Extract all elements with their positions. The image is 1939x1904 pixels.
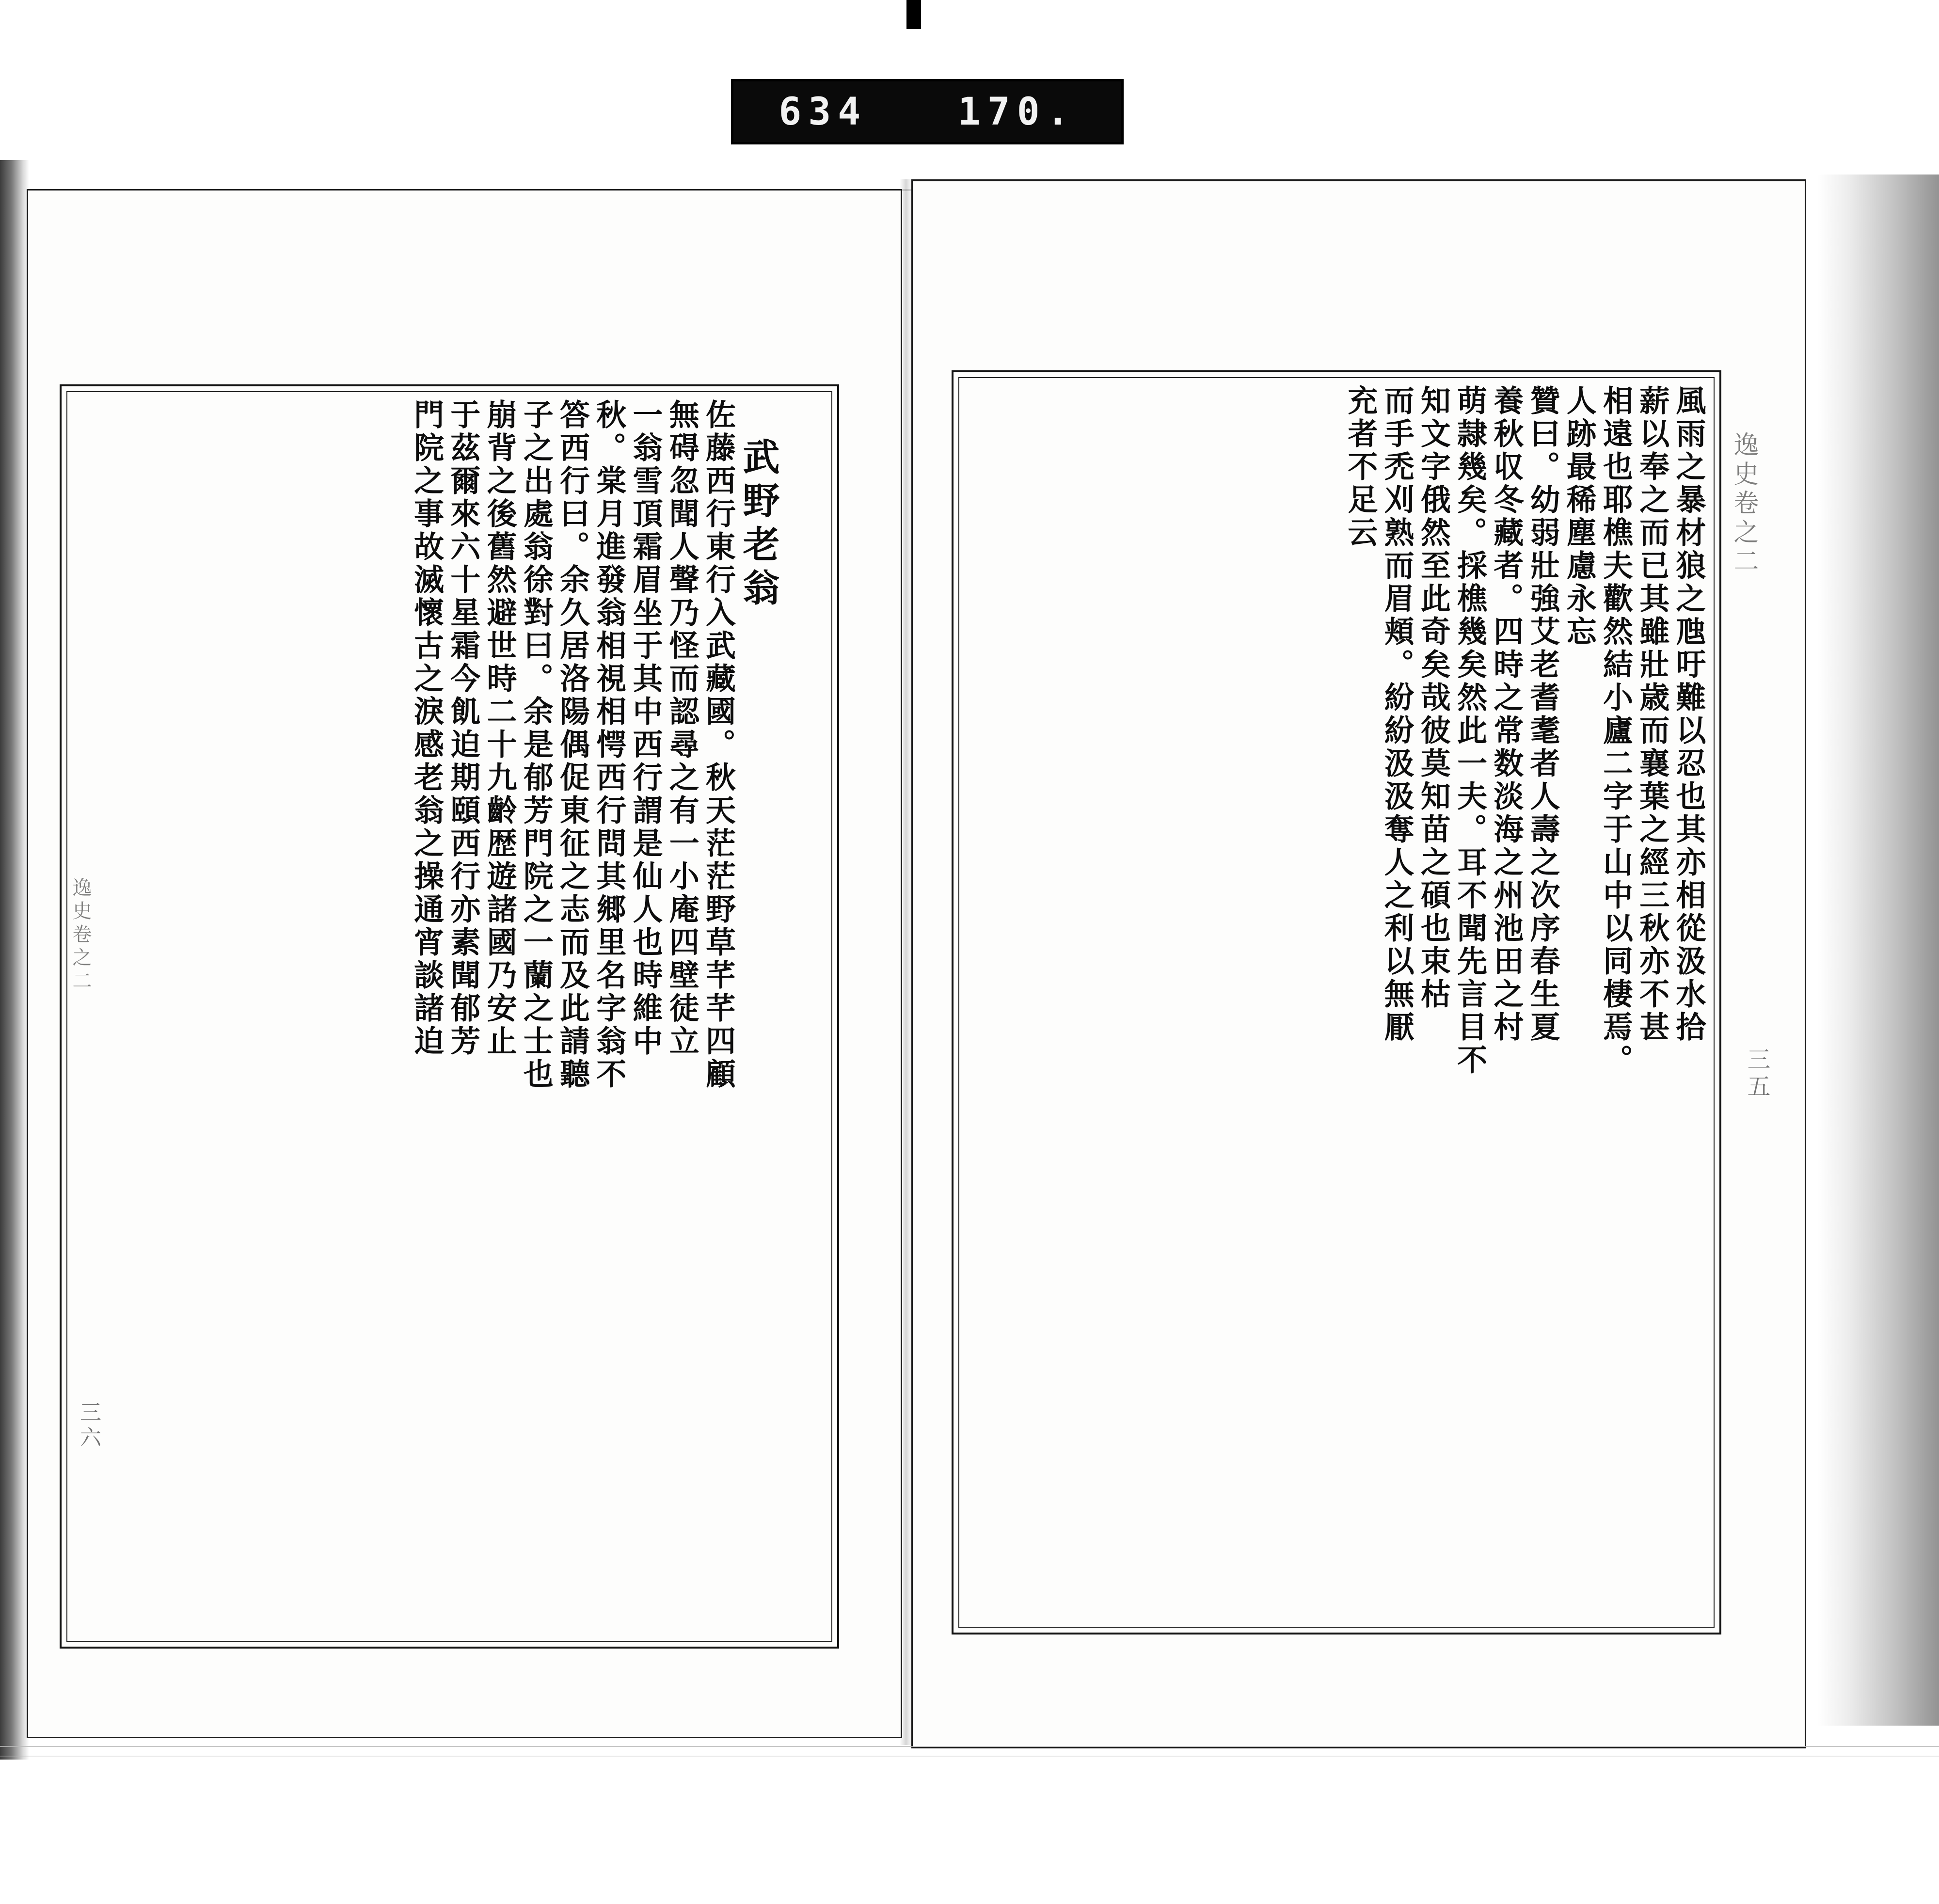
column-spacer xyxy=(780,399,825,1634)
text-column: 秋。棠月進發翁相視相愕西行問其郷里名字翁不 xyxy=(591,399,627,1091)
text-column: 養秋収冬藏者。四時之常数淡海之州池田之村 xyxy=(1488,385,1524,1044)
page-number-right: 三五 xyxy=(1743,1047,1770,1101)
left-page-text-frame xyxy=(60,384,839,1649)
text-column: 答西行曰。余久居洛陽偶促東征之志而及此請聽 xyxy=(555,399,590,1091)
running-head: 逸史卷之二 xyxy=(1729,431,1758,577)
text-column: 充者不足云 xyxy=(1342,385,1378,550)
page-crease xyxy=(0,1756,1939,1757)
film-edge-left xyxy=(0,160,29,1760)
text-column: 子之出處翁徐對曰。余是郁芳門院之一蘭之士也 xyxy=(518,399,554,1091)
left-page xyxy=(27,189,902,1738)
text-column: 門院之事故滅懷古之淚感老翁之操通宵談諸迫 xyxy=(409,399,445,1058)
left-page-columns xyxy=(74,399,825,1634)
frame-number: 634 xyxy=(779,90,868,134)
text-column: 薪以奉之而已其雖壯歳而襄葉之經三秋亦不甚 xyxy=(1634,385,1670,1044)
scanned-page-spread xyxy=(0,160,1939,1904)
right-page-columns xyxy=(966,385,1707,1620)
text-column: 贊曰。幼弱壯強艾老耆耄者人壽之次序春生夏 xyxy=(1525,385,1561,1044)
exposure-number: 170. xyxy=(957,90,1076,134)
right-page-text-frame xyxy=(952,370,1721,1634)
text-column: 萌隷幾矣。採樵幾矣然此一夫。耳不聞先言目不 xyxy=(1452,385,1488,1077)
spine-note-left: 逸史卷之二 xyxy=(69,877,92,994)
section-title: 武野老翁 xyxy=(737,438,780,612)
text-column: 佐藤西行東行入武藏國。秋天茫茫野草芊芊四顧 xyxy=(700,399,736,1091)
page-crease xyxy=(0,1746,1939,1747)
text-column: 風雨之暴材狼之虺吁難以忍也其亦相從汲水拾 xyxy=(1671,385,1706,1044)
text-column: 無碍忽聞人聲乃怪而認尋之有一小庵四壁徒立 xyxy=(664,399,700,1058)
film-scale-mark xyxy=(906,0,921,29)
text-column: 一翁雪頂霜眉坐于其中西行謂是仙人也時維中 xyxy=(628,399,664,1058)
page-number-left: 三六 xyxy=(76,1401,101,1451)
text-column: 相遠也耶樵夫歡然結小廬二字于山中以同棲焉。 xyxy=(1598,385,1634,1077)
right-page xyxy=(911,179,1806,1748)
text-column: 而手禿刈熟而眉頬。紛紛汲汲奪人之利以無厭 xyxy=(1379,385,1415,1044)
text-column: 人跡最稀塵慮永忘 xyxy=(1561,385,1597,649)
microfilm-frame-counter xyxy=(732,80,1123,143)
text-column: 知文字俄然至此奇矣哉彼莫知苗之碩也束枯 xyxy=(1415,385,1451,1011)
film-edge-right xyxy=(1818,175,1939,1726)
text-column: 崩背之後舊然避世時二十九齡歴遊諸國乃安止 xyxy=(482,399,518,1058)
text-column: 于茲爾來六十星霜今飢迫期頤西行亦素聞郁芳 xyxy=(445,399,481,1058)
